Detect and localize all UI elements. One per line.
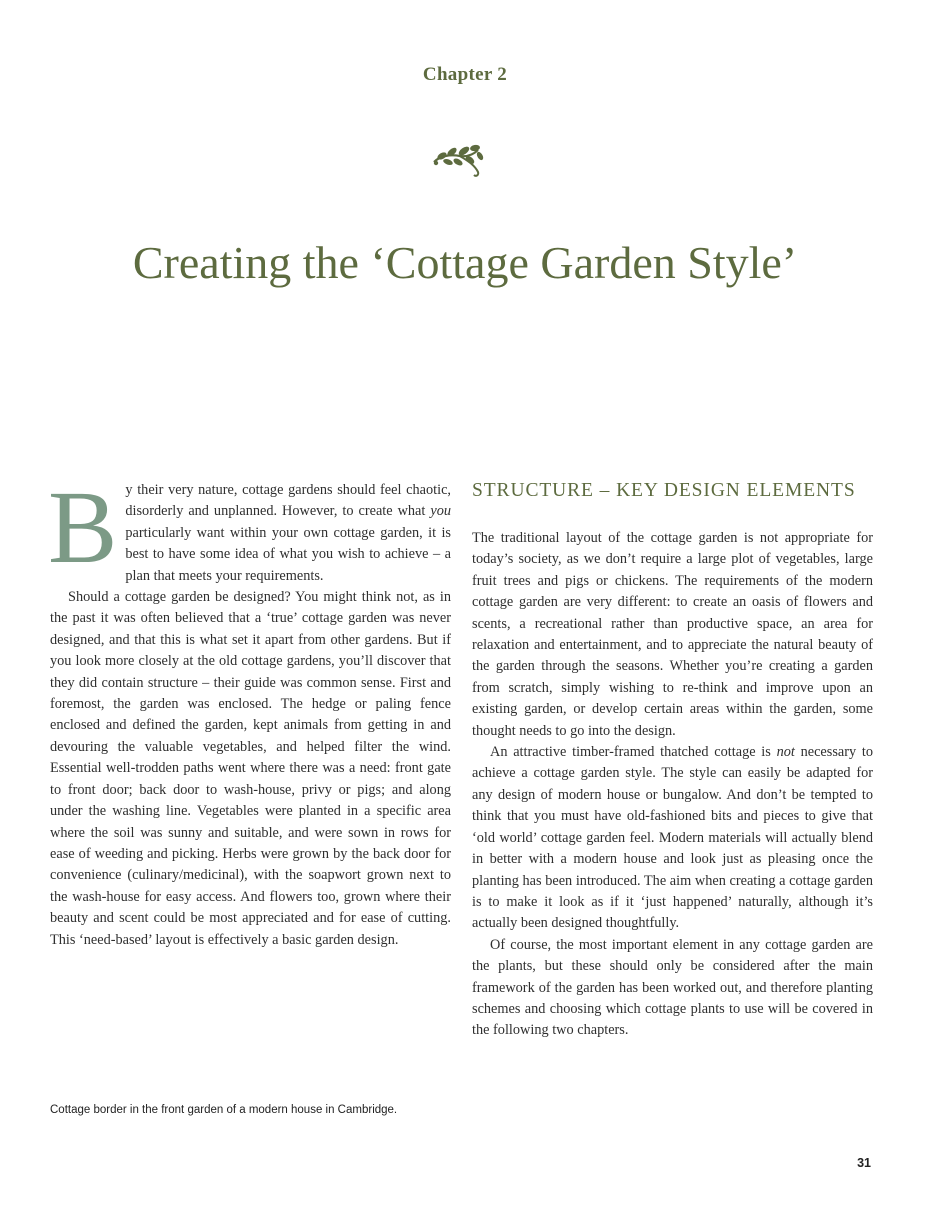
drop-cap: B: [48, 470, 118, 585]
chapter-label: Chapter 2: [422, 64, 508, 85]
intro-text-end: particularly want within your own cottage garden, it is best to have some idea of what you wish to achieve – a plan that meets your requirements.: [125, 524, 451, 584]
paragraph-text-start: An attractive timber-framed thatched cottage is: [490, 744, 777, 761]
intro-emphasis: you: [430, 503, 451, 520]
body-paragraph: Should a cottage garden be designed? You might think not, as in the past it was often believed that a ‘true’ cottage garden was never designed, and that this is what set it apart from other gardens. But if you look more closely at the old cottage gardens, you’ll discover that they did contain structure – their guide was common sense. First and foremost, the garden was enclosed. The hedge or paling fence enclosed and defined the garden, kept animals from getting in and devouring the valuable vegetables, and helped filter the wind. Essential well-trodden paths went where there was a need: front gate to front door; back door to wash-house, privy or pigs; and along under the washing line. Vegetables were planted in a specific area where the soil was sunny and suitable, and were sown in rows for ease of weeding and picking. Herbs were grown by the back door for convenience (culinary/medicinal), with the soapwort grown next to the wash-house for easy access. And flowers too, grown where their beauty and scent could be most appreciated and for ease of cutting. This ‘need-based’ layout is effectively a basic garden design.: [50, 589, 451, 948]
paragraph-text-end: necessary to achieve a cottage garden style. The style can easily be adapted for any design of modern house or bungalow. And don’t be tempted to think that you must have old-fashioned bits and pieces to give that ‘old world’ cottage garden feel. Modern materials will actually blend in better with a modern house and look just as pleasing once the planting has been introduced. The aim when creating a cottage garden is to make it look as if it ‘just happened’ naturally, although it’s actually been designed thoughtfully.: [472, 744, 873, 932]
body-paragraph: Of course, the most important element in any cottage garden are the plants, but these should only be considered after the main framework of the garden has been worked out, and therefore planting schemes and choosing which cottage plants to use will be covered in the following two chapters.: [472, 936, 873, 1039]
chapter-title: Creating the ‘Cottage Garden Style’: [132, 237, 798, 288]
left-column: [48, 470, 451, 951]
paragraph-emphasis: not: [776, 744, 795, 761]
section-heading: STRUCTURE – KEY DESIGN ELEMENTS: [472, 480, 856, 501]
intro-text-start: y their very nature, cottage gardens should feel chaotic, disorderly and unplanned. However, to create what: [125, 482, 451, 520]
intro-paragraph: [48, 470, 451, 587]
page-number: 31: [857, 1156, 871, 1170]
photo-caption: Cottage border in the front garden of a modern house in Cambridge.: [50, 1104, 398, 1116]
right-column: [472, 480, 873, 1042]
body-paragraph: The traditional layout of the cottage garden is not appropriate for today’s society, as we don’t require a large plot of vegetables, large fruit trees and pigs or chickens. The requirements of the modern cottage garden are very different: to create an oasis of flowers and scents, a recreational rather than productive space, an area for relaxation and entertainment, and to appreciate the natural beauty of the garden through the seasons. Whether you’re creating a garden from scratch, simply wishing to re-think and improve upon an existing garden, or develop certain areas within the garden, some thought needs to go into the design.: [472, 530, 873, 739]
body-paragraph: [472, 742, 873, 935]
leaf-ornament-icon: [430, 142, 486, 180]
